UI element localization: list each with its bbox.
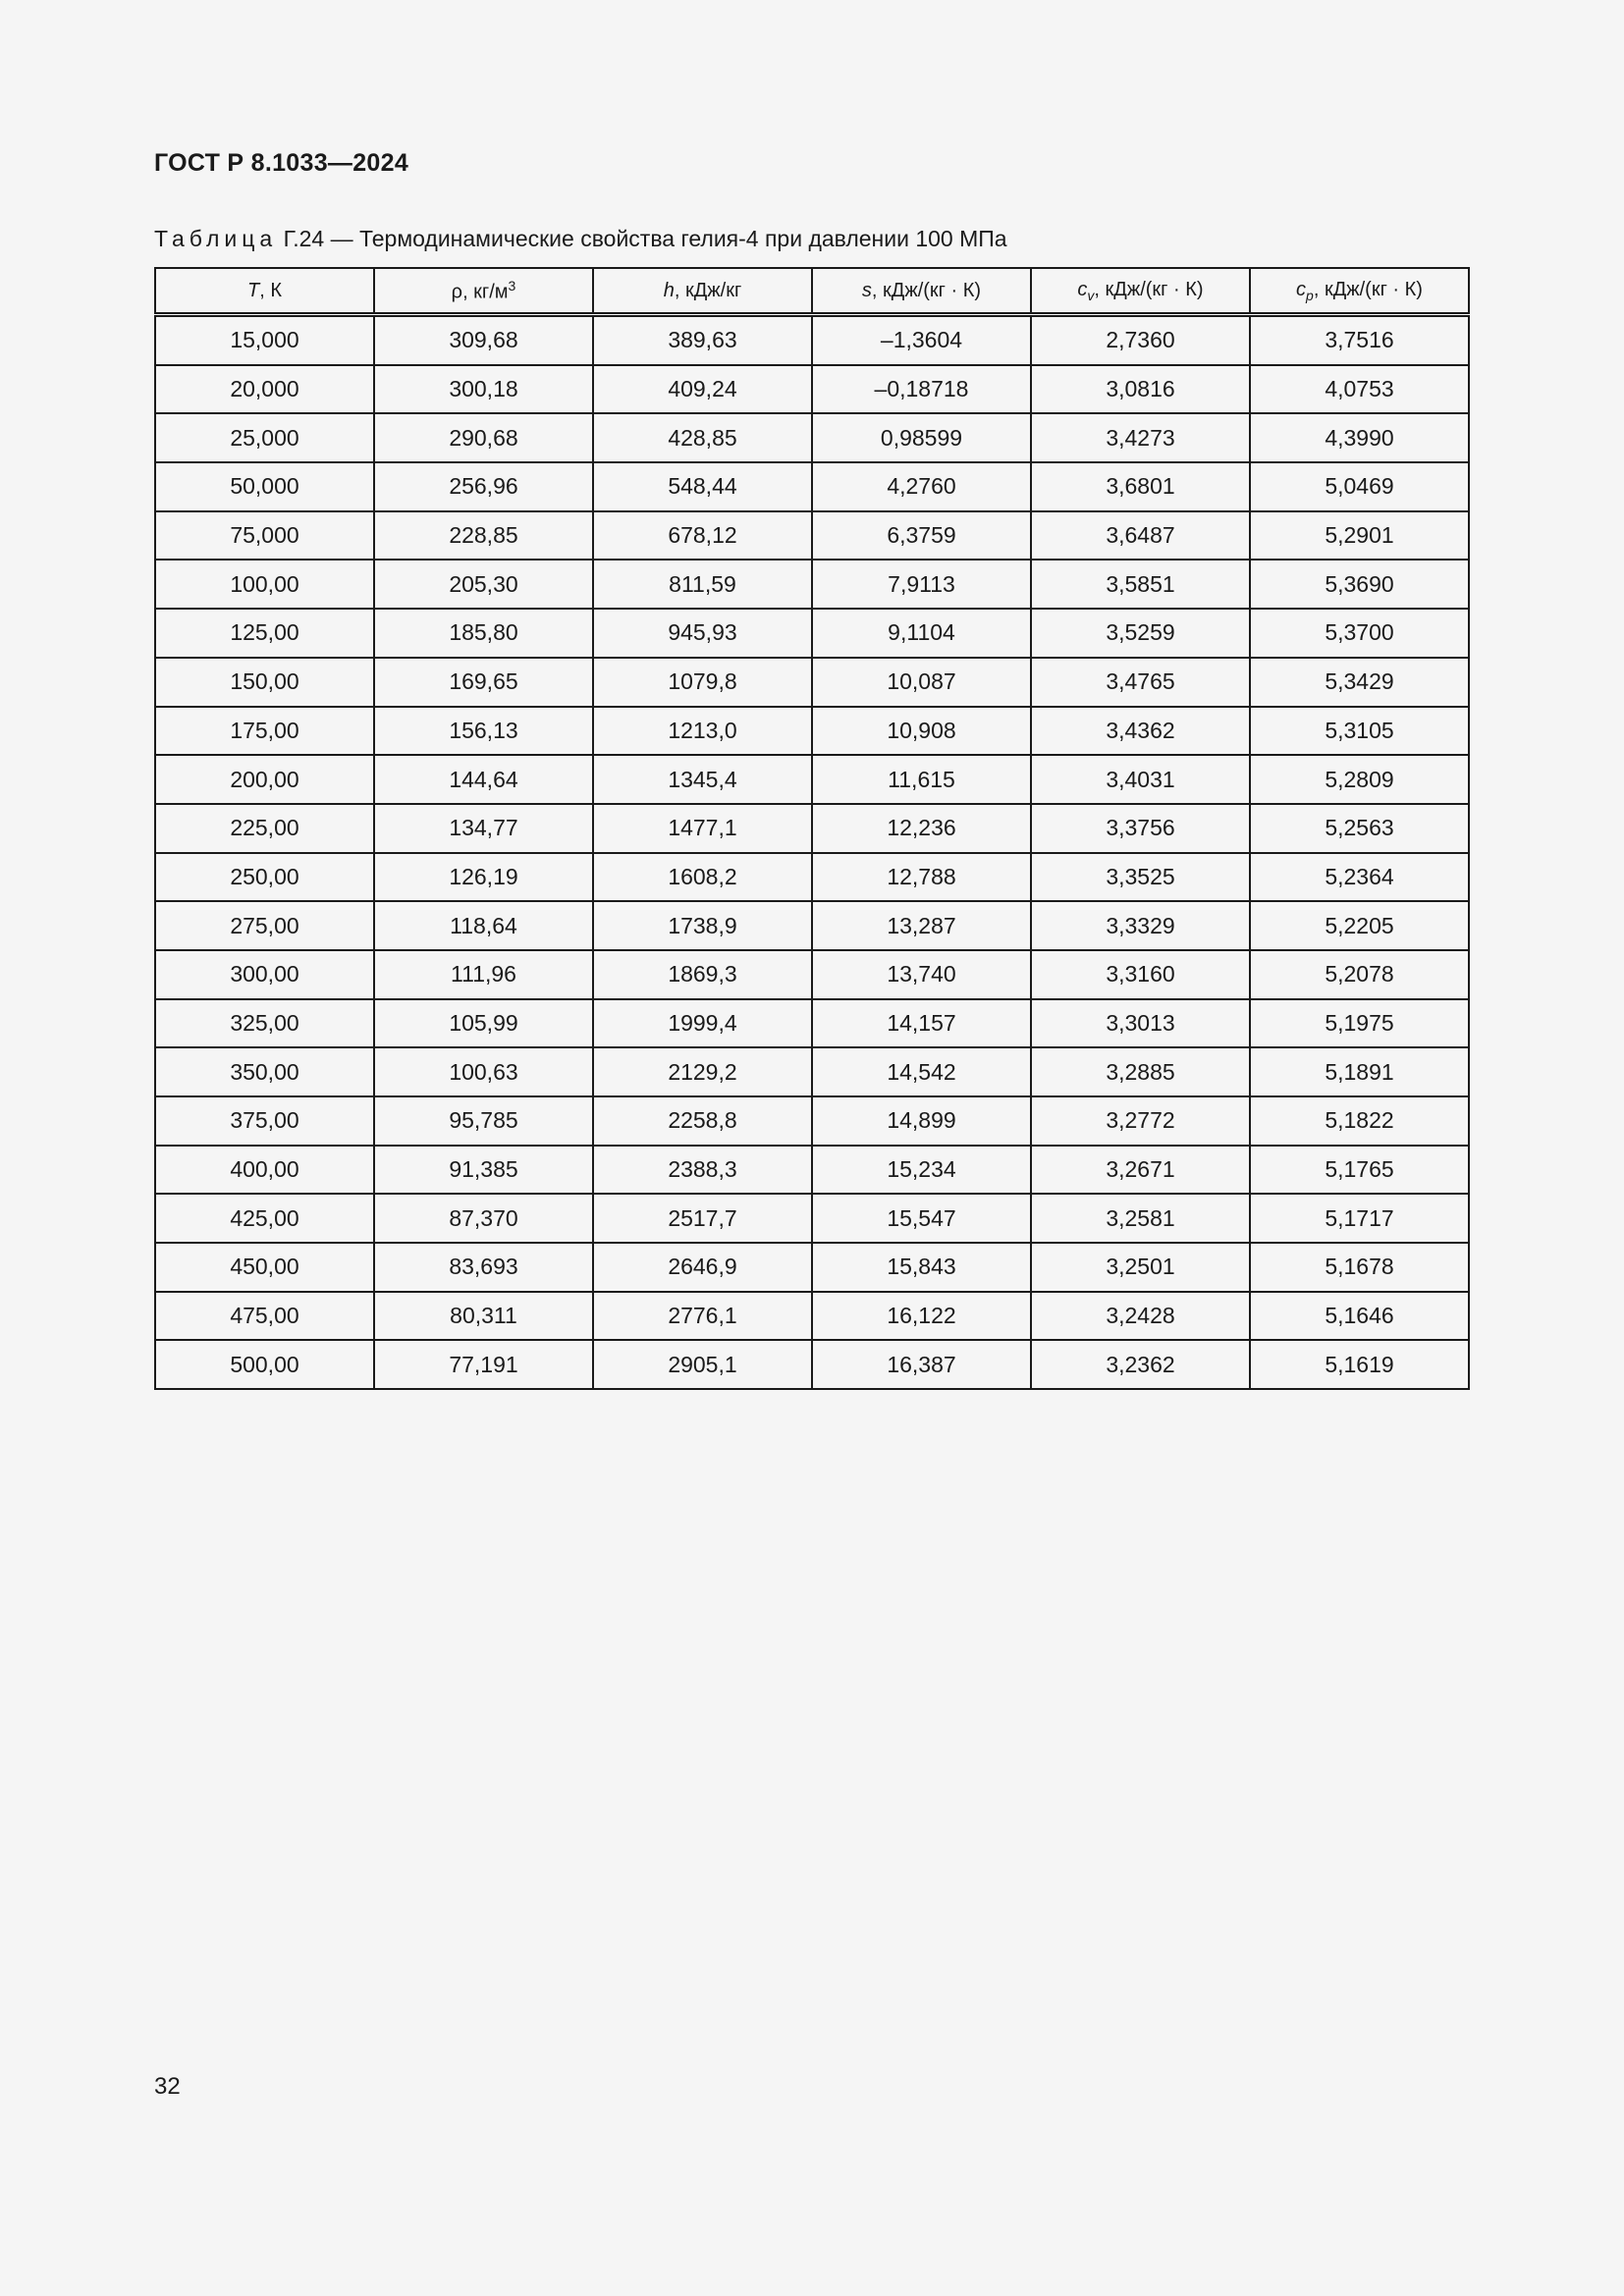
table-cell: 275,00 xyxy=(155,901,374,950)
table-cell: 87,370 xyxy=(374,1194,593,1243)
table-cell: 2776,1 xyxy=(593,1292,812,1341)
table-cell: 3,3525 xyxy=(1031,853,1250,902)
table-cell: 2,7360 xyxy=(1031,315,1250,365)
table-cell: 15,843 xyxy=(812,1243,1031,1292)
table-cell: 3,3756 xyxy=(1031,804,1250,853)
table-cell: 1345,4 xyxy=(593,755,812,804)
table-cell: 5,3700 xyxy=(1250,609,1469,658)
table-caption xyxy=(154,226,1007,252)
table-cell: 25,000 xyxy=(155,413,374,462)
table-cell: 175,00 xyxy=(155,707,374,756)
table-cell: 5,2809 xyxy=(1250,755,1469,804)
column-header-subscript: v xyxy=(1087,287,1095,303)
column-header-unit: , кДж/(кг · К) xyxy=(1313,278,1423,300)
table-cell: 3,2362 xyxy=(1031,1340,1250,1389)
table-cell: 3,2885 xyxy=(1031,1047,1250,1096)
table-cell: 375,00 xyxy=(155,1096,374,1146)
table-cell: 10,908 xyxy=(812,707,1031,756)
table-row xyxy=(155,804,1469,853)
column-header xyxy=(155,268,374,315)
table-cell: 3,4362 xyxy=(1031,707,1250,756)
table-cell: 5,2364 xyxy=(1250,853,1469,902)
table-caption-prefix: Таблица xyxy=(154,226,278,251)
table-cell: 1213,0 xyxy=(593,707,812,756)
column-header-superscript: 3 xyxy=(508,277,516,294)
table-cell: 4,3990 xyxy=(1250,413,1469,462)
table-cell: 91,385 xyxy=(374,1146,593,1195)
table-caption-text: Г.24 — Термодинамические свойства гелия-4 при давлении 100 МПа xyxy=(277,226,1007,251)
table-cell: 3,3329 xyxy=(1031,901,1250,950)
table-cell: 3,2581 xyxy=(1031,1194,1250,1243)
document-header: ГОСТ Р 8.1033—2024 xyxy=(154,149,409,177)
table-cell: 3,2772 xyxy=(1031,1096,1250,1146)
table-cell: 95,785 xyxy=(374,1096,593,1146)
table-cell: 400,00 xyxy=(155,1146,374,1195)
table-cell: 5,1646 xyxy=(1250,1292,1469,1341)
table-cell: 200,00 xyxy=(155,755,374,804)
column-header-unit: , кДж/(кг · К) xyxy=(871,279,982,301)
table-cell: 5,3429 xyxy=(1250,658,1469,707)
table-cell: –0,18718 xyxy=(812,365,1031,414)
table-cell: 125,00 xyxy=(155,609,374,658)
table-cell: 14,542 xyxy=(812,1047,1031,1096)
table-cell: 15,547 xyxy=(812,1194,1031,1243)
column-header-symbol: h xyxy=(663,279,675,301)
table-cell: 5,1822 xyxy=(1250,1096,1469,1146)
table-cell: 300,18 xyxy=(374,365,593,414)
table-cell: 3,2428 xyxy=(1031,1292,1250,1341)
table-cell: 350,00 xyxy=(155,1047,374,1096)
table-row xyxy=(155,365,1469,414)
table-cell: 7,9113 xyxy=(812,560,1031,609)
table-cell: 156,13 xyxy=(374,707,593,756)
table-cell: 290,68 xyxy=(374,413,593,462)
table-cell: 2905,1 xyxy=(593,1340,812,1389)
table-cell: 475,00 xyxy=(155,1292,374,1341)
table-row xyxy=(155,658,1469,707)
table-row xyxy=(155,999,1469,1048)
table-row xyxy=(155,1243,1469,1292)
table-cell: 80,311 xyxy=(374,1292,593,1341)
table-cell: 1738,9 xyxy=(593,901,812,950)
table-cell: 5,1717 xyxy=(1250,1194,1469,1243)
table-cell: 1477,1 xyxy=(593,804,812,853)
table-cell: 678,12 xyxy=(593,511,812,561)
table-cell: 5,1619 xyxy=(1250,1340,1469,1389)
table-cell: 3,5259 xyxy=(1031,609,1250,658)
table-cell: 12,788 xyxy=(812,853,1031,902)
table-cell: 150,00 xyxy=(155,658,374,707)
table-cell: 3,3013 xyxy=(1031,999,1250,1048)
table-cell: 3,2501 xyxy=(1031,1243,1250,1292)
table-cell: 309,68 xyxy=(374,315,593,365)
table-cell: 50,000 xyxy=(155,462,374,511)
table-cell: 256,96 xyxy=(374,462,593,511)
table-row xyxy=(155,950,1469,999)
table-cell: 5,1891 xyxy=(1250,1047,1469,1096)
table-row xyxy=(155,853,1469,902)
table-cell: 389,63 xyxy=(593,315,812,365)
table-cell: 13,740 xyxy=(812,950,1031,999)
page-number: 32 xyxy=(154,2073,181,2100)
column-header-symbol: T xyxy=(247,279,260,301)
table-cell: 185,80 xyxy=(374,609,593,658)
table-row xyxy=(155,511,1469,561)
table-cell: 15,000 xyxy=(155,315,374,365)
table-cell: 15,234 xyxy=(812,1146,1031,1195)
column-header-symbol: s xyxy=(861,279,872,301)
table-cell: 3,5851 xyxy=(1031,560,1250,609)
table-row xyxy=(155,707,1469,756)
table-row xyxy=(155,560,1469,609)
table-cell: 428,85 xyxy=(593,413,812,462)
table-cell: 250,00 xyxy=(155,853,374,902)
table-cell: 3,6801 xyxy=(1031,462,1250,511)
table-cell: 20,000 xyxy=(155,365,374,414)
table-cell: 6,3759 xyxy=(812,511,1031,561)
table-cell: 5,0469 xyxy=(1250,462,1469,511)
table-cell: 100,63 xyxy=(374,1047,593,1096)
table-cell: 548,44 xyxy=(593,462,812,511)
table-row xyxy=(155,1194,1469,1243)
table-cell: 5,2078 xyxy=(1250,950,1469,999)
table-cell: 100,00 xyxy=(155,560,374,609)
table-cell: 2388,3 xyxy=(593,1146,812,1195)
table-row xyxy=(155,609,1469,658)
table-cell: 0,98599 xyxy=(812,413,1031,462)
table-cell: 3,4765 xyxy=(1031,658,1250,707)
table-cell: 5,3690 xyxy=(1250,560,1469,609)
table-cell: 83,693 xyxy=(374,1243,593,1292)
column-header-symbol: c xyxy=(1296,278,1307,300)
table-row xyxy=(155,755,1469,804)
table-cell: 5,2563 xyxy=(1250,804,1469,853)
table-row xyxy=(155,413,1469,462)
table-cell: 5,1678 xyxy=(1250,1243,1469,1292)
table-cell: 3,4273 xyxy=(1031,413,1250,462)
table-cell: 450,00 xyxy=(155,1243,374,1292)
column-header-unit: , К xyxy=(259,279,282,301)
properties-table xyxy=(154,267,1470,1390)
table-cell: 105,99 xyxy=(374,999,593,1048)
table-cell: 126,19 xyxy=(374,853,593,902)
table-cell: 5,3105 xyxy=(1250,707,1469,756)
table-row xyxy=(155,1146,1469,1195)
column-header-symbol: ρ xyxy=(451,281,463,303)
column-header xyxy=(374,268,593,315)
table-cell: 228,85 xyxy=(374,511,593,561)
table-cell: 75,000 xyxy=(155,511,374,561)
table-header-row xyxy=(155,268,1469,315)
table-cell: 945,93 xyxy=(593,609,812,658)
table-cell: 811,59 xyxy=(593,560,812,609)
table-cell: 118,64 xyxy=(374,901,593,950)
table-cell: 14,899 xyxy=(812,1096,1031,1146)
table-cell: 500,00 xyxy=(155,1340,374,1389)
table-cell: 10,087 xyxy=(812,658,1031,707)
table-cell: 2258,8 xyxy=(593,1096,812,1146)
table-row xyxy=(155,901,1469,950)
column-header-subscript: p xyxy=(1306,287,1314,303)
table-cell: 2517,7 xyxy=(593,1194,812,1243)
table-cell: 111,96 xyxy=(374,950,593,999)
table-cell: 14,157 xyxy=(812,999,1031,1048)
table-cell: 4,2760 xyxy=(812,462,1031,511)
table-row xyxy=(155,1292,1469,1341)
table-cell: 3,0816 xyxy=(1031,365,1250,414)
table-cell: 4,0753 xyxy=(1250,365,1469,414)
table-cell: 3,3160 xyxy=(1031,950,1250,999)
table-cell: 205,30 xyxy=(374,560,593,609)
table-cell: 16,122 xyxy=(812,1292,1031,1341)
table-cell: 3,7516 xyxy=(1250,315,1469,365)
table-cell: 5,2901 xyxy=(1250,511,1469,561)
table-cell: 300,00 xyxy=(155,950,374,999)
table-cell: 425,00 xyxy=(155,1194,374,1243)
table-cell: 77,191 xyxy=(374,1340,593,1389)
table-cell: 5,2205 xyxy=(1250,901,1469,950)
table-cell: 5,1765 xyxy=(1250,1146,1469,1195)
table-cell: 1608,2 xyxy=(593,853,812,902)
column-header-unit: , кг/м xyxy=(462,281,509,303)
table-body xyxy=(155,315,1469,1390)
table-cell: 409,24 xyxy=(593,365,812,414)
table-cell: –1,3604 xyxy=(812,315,1031,365)
table-row xyxy=(155,1340,1469,1389)
table-cell: 225,00 xyxy=(155,804,374,853)
column-header xyxy=(1031,268,1250,315)
column-header xyxy=(812,268,1031,315)
column-header-unit: , кДж/кг xyxy=(674,279,742,301)
table-cell: 1999,4 xyxy=(593,999,812,1048)
table-row xyxy=(155,462,1469,511)
table-row xyxy=(155,1096,1469,1146)
table-cell: 13,287 xyxy=(812,901,1031,950)
table-cell: 3,2671 xyxy=(1031,1146,1250,1195)
table-cell: 169,65 xyxy=(374,658,593,707)
table-cell: 16,387 xyxy=(812,1340,1031,1389)
table-cell: 134,77 xyxy=(374,804,593,853)
table-cell: 11,615 xyxy=(812,755,1031,804)
table-cell: 1869,3 xyxy=(593,950,812,999)
table-cell: 3,4031 xyxy=(1031,755,1250,804)
table-cell: 9,1104 xyxy=(812,609,1031,658)
table-cell: 3,6487 xyxy=(1031,511,1250,561)
table-row xyxy=(155,1047,1469,1096)
table-cell: 144,64 xyxy=(374,755,593,804)
column-header xyxy=(1250,268,1469,315)
column-header-symbol: c xyxy=(1077,278,1088,300)
table-cell: 2129,2 xyxy=(593,1047,812,1096)
table-row xyxy=(155,315,1469,365)
column-header-unit: , кДж/(кг · К) xyxy=(1094,278,1204,300)
column-header xyxy=(593,268,812,315)
table-cell: 5,1975 xyxy=(1250,999,1469,1048)
table-container xyxy=(154,267,1470,1390)
table-cell: 325,00 xyxy=(155,999,374,1048)
table-cell: 2646,9 xyxy=(593,1243,812,1292)
table-cell: 1079,8 xyxy=(593,658,812,707)
table-cell: 12,236 xyxy=(812,804,1031,853)
